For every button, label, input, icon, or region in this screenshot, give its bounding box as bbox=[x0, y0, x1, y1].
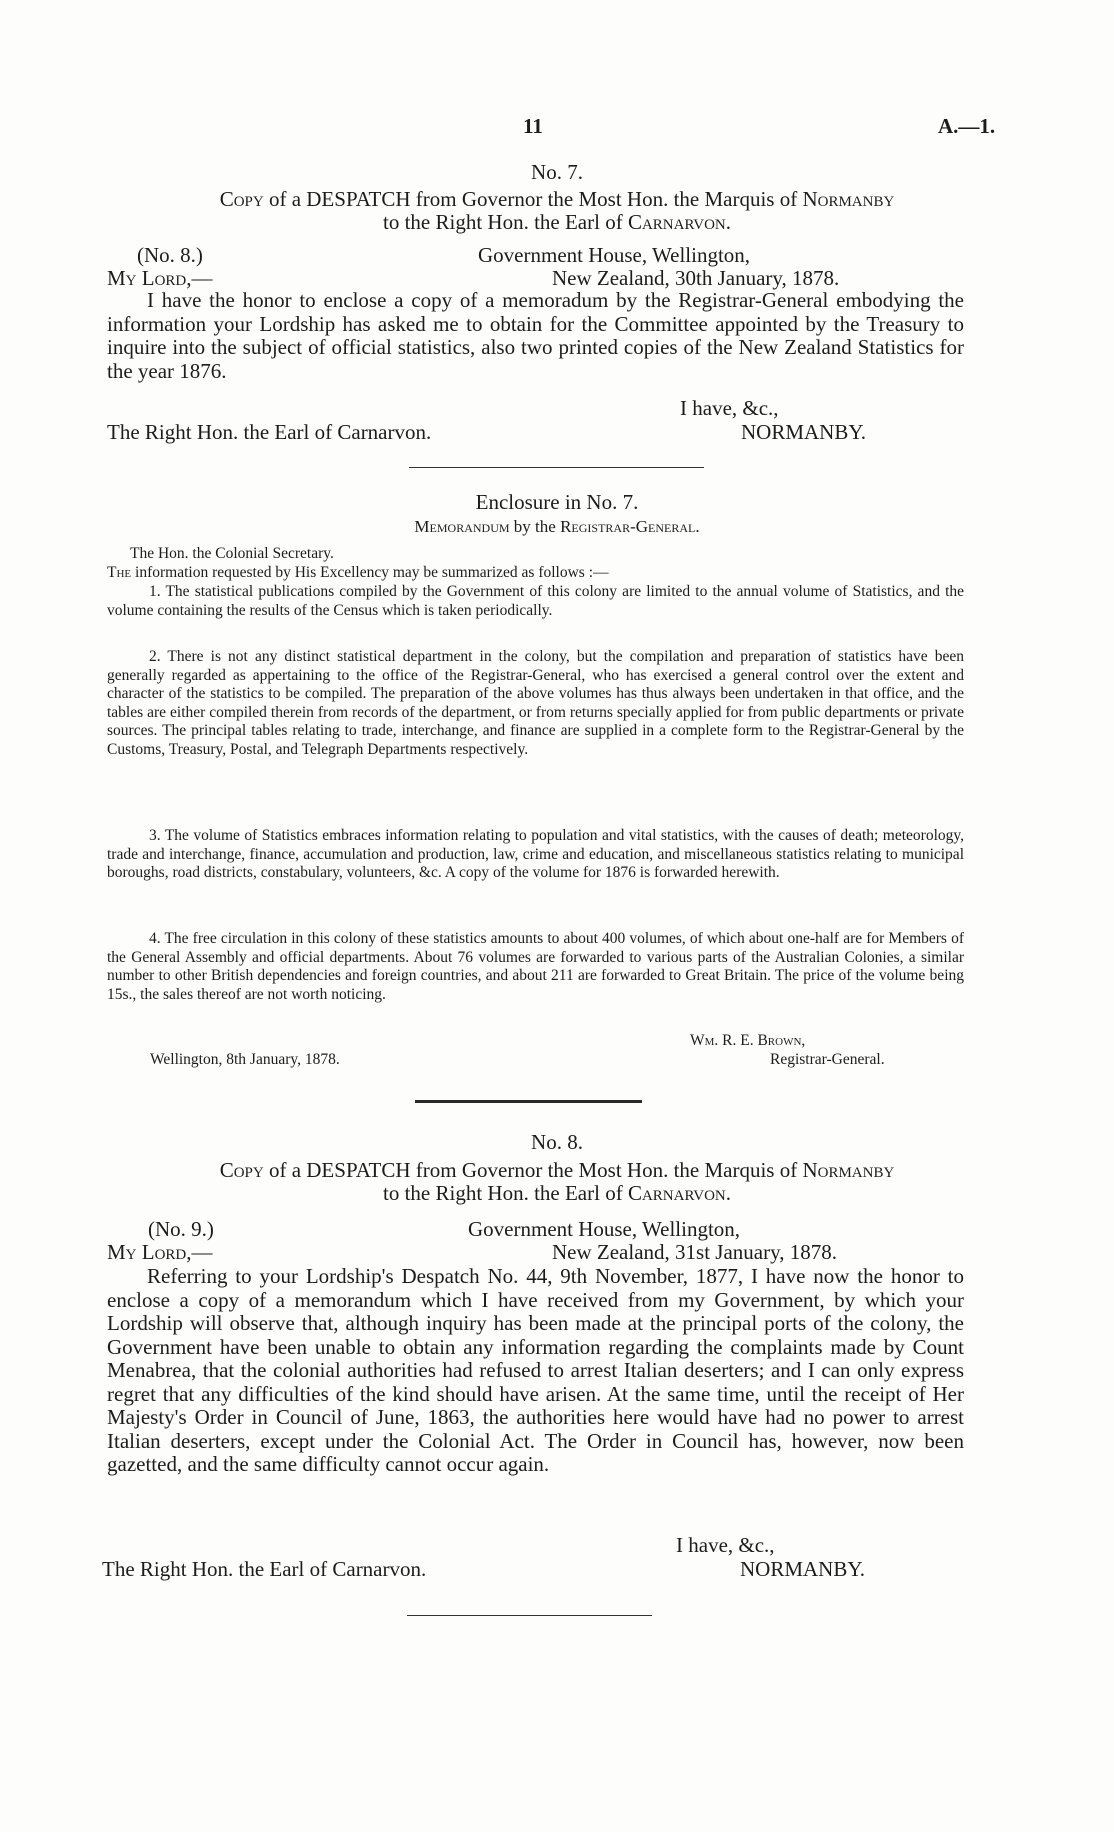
memo-paragraph-1: 1. The statistical publications compiled by the Government of this colony are limited to the annual volume of Statistics, and the volume containing the results of the Census which is taken periodically. bbox=[107, 583, 964, 619]
despatch2-signature: NORMANBY. bbox=[740, 1557, 866, 1581]
despatch2-body: Referring to your Lordship's Despatch No. 44, 9th November, 1877, I have now the honor to enclose a copy of a memorandum which I have received from my Government, by which your Lordship will observe that, although inquiry has been made at the principal ports of the colony, the Government have been unable to obtain any information regarding the complaints made by Count Menabrea, that the colonial authorities had refused to arrest Italian deserters; and I can only express regret that any difficulties of the kind should have arisen. At the same time, until the receipt of Her Majesty's Order in Council of June, 1863, the authorities here would have had no power to arrest Italian deserters, except under the Colonial Act. The Order in Council has, however, now been gazetted, and the same difficulty cannot occur again. bbox=[107, 1264, 964, 1476]
enclosure-title: Enclosure in No. 7. bbox=[475, 490, 639, 514]
sender-address-line1: Government House, Wellington, bbox=[478, 243, 751, 267]
despatch-title-copy: Copy bbox=[219, 187, 264, 211]
despatch-title-to: to the Right Hon. the Earl of bbox=[382, 210, 628, 234]
despatch2-title-line2 bbox=[0, 1181, 1114, 1206]
despatch-title-earl: Carnarvon bbox=[627, 210, 726, 234]
despatch2-address-line1: Government House, Wellington, bbox=[468, 1217, 741, 1241]
despatch2-title-earl: Carnarvon bbox=[627, 1181, 726, 1205]
despatch2-address-line2: New Zealand, 31st January, 1878. bbox=[552, 1240, 837, 1264]
memo-intro bbox=[107, 564, 609, 582]
despatch2-number: No. 8. bbox=[531, 1130, 583, 1154]
despatch-number: No. 7. bbox=[531, 160, 583, 184]
signature: NORMANBY. bbox=[741, 420, 867, 444]
memo-word: Memorandum bbox=[414, 517, 510, 536]
despatch2-title-name: Normanby bbox=[802, 1158, 895, 1182]
memo-paragraph-2: 2. There is not any distinct statistical department in the colony, but the compilation and preparation of statistics have been generally regarded as appertaining to the office of the Registrar-General, who has exercised a general control over the extent and character of the statistics to be compiled. The preparation of the above volumes has thus always been undertaken in that office, and the tables are either compiled therein from records of the department, or from returns specially applied for from public departments or private sources. The principal tables relating to trade, interchange, and finance are supplied in a complete form to the Registrar-General by the Customs, Treasury, Postal, and Telegraph Departments respectively. bbox=[107, 648, 964, 758]
despatch2-salutation: My Lord,— bbox=[107, 1240, 213, 1264]
document-reference: A.—1. bbox=[938, 114, 996, 138]
despatch-reference: (No. 8.) bbox=[137, 243, 203, 267]
memo-stop: . bbox=[695, 517, 700, 536]
memo-author: Registrar-General bbox=[560, 517, 696, 536]
despatch2-title-line1 bbox=[0, 1158, 1114, 1183]
despatch2-title-text: of a DESPATCH from Governor the Most Hon. the Marquis of bbox=[263, 1158, 803, 1182]
memorandum-heading bbox=[0, 517, 1114, 537]
memo-place-date: Wellington, 8th January, 1878. bbox=[150, 1051, 340, 1068]
memo-signer: Wm. R. E. Brown, bbox=[690, 1032, 806, 1049]
section-divider-thick bbox=[415, 1100, 642, 1103]
memo-intro-first: The bbox=[107, 564, 132, 581]
memo-by: by the bbox=[509, 517, 561, 536]
addressee: The Right Hon. the Earl of Carnarvon. bbox=[107, 420, 432, 444]
despatch2-addressee: The Right Hon. the Earl of Carnarvon. bbox=[102, 1557, 427, 1581]
despatch2-title-stop: . bbox=[725, 1181, 732, 1205]
despatch-body: I have the honor to enclose a copy of a memoradum by the Registrar-General embodying the information your Lordship has asked me to obtain for the Committee appointed by the Treasury to inquire into the subject of official statistics, also two printed copies of the New Zealand Statistics for the year 1876. bbox=[107, 288, 964, 383]
sender-address-line2: New Zealand, 30th January, 1878. bbox=[552, 266, 840, 290]
end-divider bbox=[407, 1615, 652, 1616]
despatch-title-stop: . bbox=[725, 210, 732, 234]
despatch2-reference: (No. 9.) bbox=[148, 1217, 214, 1241]
memo-intro-rest: information requested by His Excellency may be summarized as follows :— bbox=[131, 564, 609, 581]
memo-signer-title: Registrar-General. bbox=[770, 1051, 885, 1068]
despatch2-title-copy: Copy bbox=[219, 1158, 264, 1182]
salutation: My Lord,— bbox=[107, 266, 213, 290]
despatch2-closing: I have, &c., bbox=[676, 1533, 775, 1557]
despatch-title-name: Normanby bbox=[802, 187, 895, 211]
page-number: 11 bbox=[523, 114, 543, 138]
memo-paragraph-3: 3. The volume of Statistics embraces information relating to population and vital statistics, with the causes of death; meteorology, trade and interchange, finance, accumulation and production, law, crime and education, and miscellaneous statistics relating to municipal boroughs, road districts, constabulary, volunteers, &c. A copy of the volume for 1876 is forwarded herewith. bbox=[107, 827, 964, 882]
despatch-title-line1 bbox=[0, 187, 1114, 212]
section-divider bbox=[409, 467, 704, 468]
memo-paragraph-4: 4. The free circulation in this colony of these statistics amounts to about 400 volumes, of which about one-half are for Members of the General Assembly and official departments. About 76 volumes are forwarded to various parts of the Australian Colonies, a similar number to other British dependencies and foreign countries, and about 211 are forwarded to Great Britain. The price of the volume being 15s., the sales thereof are not worth noticing. bbox=[107, 930, 964, 1003]
despatch-title-text: of a DESPATCH from Governor the Most Hon. the Marquis of bbox=[263, 187, 803, 211]
despatch2-title-to: to the Right Hon. the Earl of bbox=[382, 1181, 628, 1205]
despatch-title-line2 bbox=[0, 210, 1114, 235]
closing: I have, &c., bbox=[680, 396, 779, 420]
memo-addressee: The Hon. the Colonial Secretary. bbox=[130, 545, 334, 562]
